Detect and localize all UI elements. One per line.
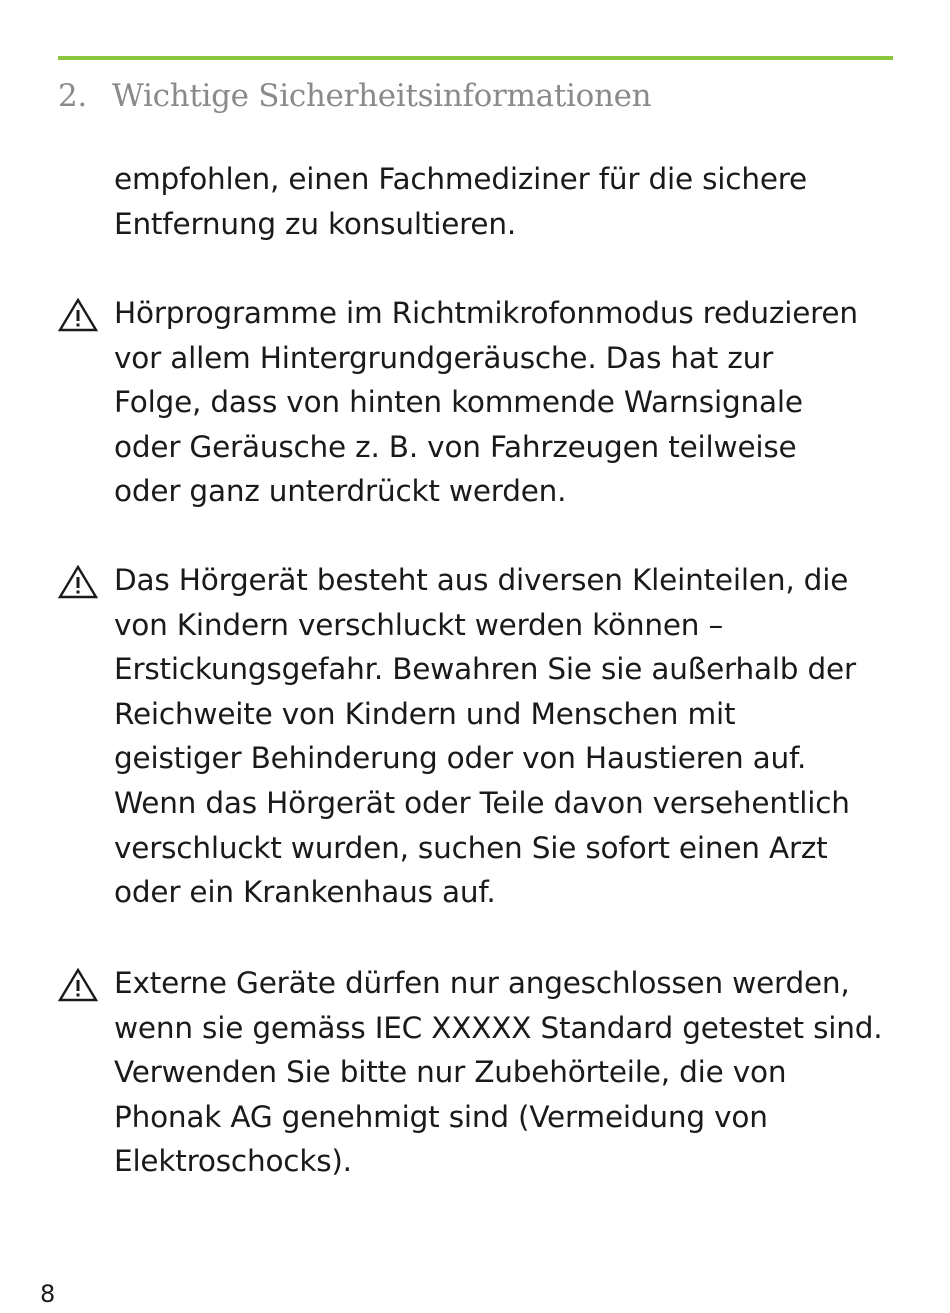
warning-item — [58, 961, 893, 1184]
text-line: oder ein Krankenhaus auf. — [114, 875, 496, 910]
section-title: Wichtige Sicherheitsinformationen — [112, 78, 652, 114]
text-line: Elektroschocks). — [114, 1144, 352, 1179]
section-number: 2. — [58, 78, 87, 114]
text-line: Folge, dass von hinten kommende Warnsignale — [114, 385, 803, 420]
text-line: Verwenden Sie bitte nur Zubehörteile, die von — [114, 1055, 787, 1090]
text-line: Hörprogramme im Richtmikrofonmodus reduzieren — [114, 296, 858, 330]
warning-item — [58, 291, 893, 514]
warning-text — [114, 291, 893, 514]
text-line: Phonak AG genehmigt sind (Vermeidung von — [114, 1099, 768, 1134]
text-line: vor allem Hintergrundgeräusche. Das hat zur — [114, 340, 774, 375]
continuation-paragraph — [58, 157, 893, 246]
paragraph-text — [114, 157, 893, 246]
warning-text — [114, 558, 893, 915]
warning-triangle-icon — [58, 565, 98, 599]
text-line: Reichweite von Kindern und Menschen mit — [114, 696, 736, 731]
text-line: Externe Geräte dürfen nur angeschlossen werden, — [114, 966, 850, 1000]
section-heading — [58, 78, 651, 114]
text-line: Das Hörgerät besteht aus diversen Kleinteilen, die — [114, 563, 849, 597]
text-line: geistiger Behinderung oder von Haustieren auf. — [114, 741, 807, 776]
text-line: Wenn das Hörgerät oder Teile davon versehentlich — [114, 785, 850, 820]
text-line: Entfernung zu konsultieren. — [114, 206, 517, 241]
text-line: wenn sie gemäss IEC XXXXX Standard getestet sind. — [114, 1010, 883, 1045]
text-line: Erstickungsgefahr. Bewahren Sie sie außerhalb der — [114, 652, 856, 687]
page-number: 8 — [40, 1280, 56, 1308]
header-rule — [58, 56, 893, 60]
text-line: empfohlen, einen Fachmediziner für die sichere — [114, 162, 807, 196]
warning-triangle-icon — [58, 298, 98, 332]
text-line: oder ganz unterdrückt werden. — [114, 474, 567, 509]
text-line: oder Geräusche z. B. von Fahrzeugen teilweise — [114, 429, 797, 464]
warning-triangle-icon — [58, 968, 98, 1002]
text-line: verschluckt wurden, suchen Sie sofort einen Arzt — [114, 830, 828, 865]
warning-item — [58, 558, 893, 915]
text-line: von Kindern verschluckt werden können – — [114, 607, 724, 642]
warning-text — [114, 961, 893, 1184]
